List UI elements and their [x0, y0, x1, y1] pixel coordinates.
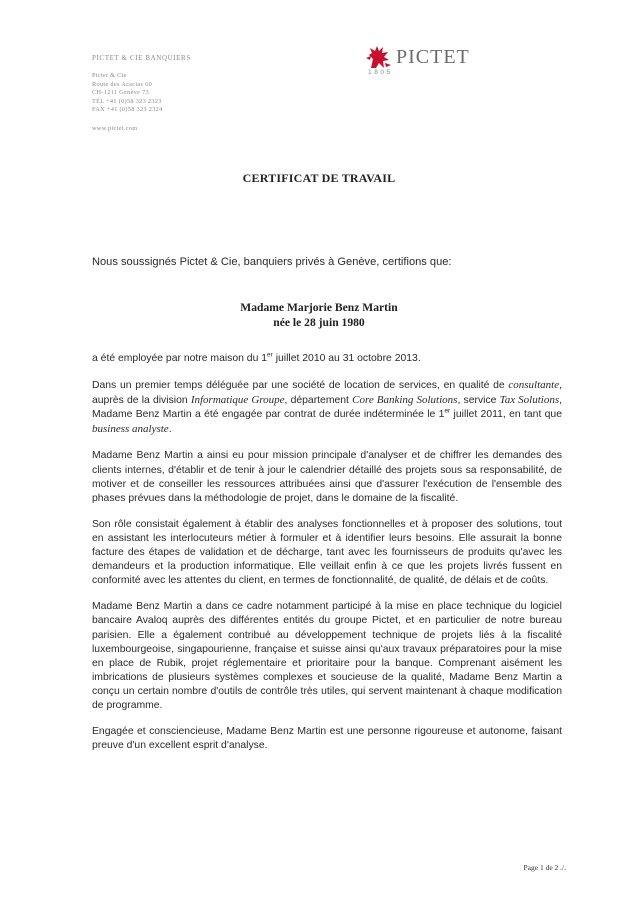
page-number: Page 1 de 2 ./. [523, 863, 566, 872]
sender-company: PICTET & CIE BANQUIERS [92, 54, 191, 62]
phone-line: TÉL +41 (0)58 323 2323 [92, 97, 162, 105]
employment-period: a été employée par notre maison du 1er juillet 2010 au 31 octobre 2013. [92, 351, 421, 364]
pictet-griffin-logo-icon [363, 44, 395, 70]
fax-line: FAX +41 (0)58 323 2324 [92, 106, 163, 114]
paragraph-qualities: Engagée et consciencieuse, Madame Benz Martin est une personne rigoureuse et autonome, faisant preuve d'un excellent esprit d'analyse. [92, 726, 562, 752]
address-line: Pictet & Cie [92, 72, 127, 79]
logo-year: 1805 [368, 69, 393, 76]
paragraph-achievements: Madame Benz Martin a dans ce cadre notamment participé à la mise en place technique du logiciel bancaire Avaloq auprès des différentes entités du groupe Pictet, et en particulier de notre bureau parisien. Elle a également contribué au développement technique de projets liés à la fiscalité luxembourgeoise, singapourienne, française et suisse ainsi qu'aux travaux préparatoires pour la mise en place de Rubik, projet réglementaire et prioritaire pour la banque. Comprenant aisément les imbrications de plusieurs systèmes complexes et soucieuse de la qualité, Madame Benz Martin a conçu un certain nombre d'outils de contrôle très utiles, qui servent maintenant à chaque modification de programme. [92, 601, 562, 711]
logo-wordmark: PICTET [396, 46, 470, 68]
employee-block [0, 300, 638, 330]
address-line: CH-1211 Genève 73 [92, 89, 149, 97]
paragraph-mission: Madame Benz Martin a ainsi eu pour mission principale d'analyser et de chiffrer les demandes des clients internes, d'établir et de tenir à jour le calendrier détaillé des projets sous sa responsabilité, de motiver et de conseiller les ressources attribuées ainsi que d'assurer l'exécution de l'ensemble des phases prévues dans la méthodologie de projet, dans le domaine de la fiscalité. [92, 450, 562, 504]
address-line: Route des Acacias 60 [92, 80, 153, 88]
employee-name: Madame Marjorie Benz Martin [240, 301, 398, 314]
sender-block [92, 54, 191, 132]
intro-sentence: Nous soussignés Pictet & Cie, banquiers privés à Genève, certifions que: [92, 256, 452, 268]
pictet-logo [363, 44, 513, 80]
paragraph-role: Dans un premier temps déléguée par une société de location de services, en qualité de consultante, auprès de la division Informatique Groupe, département Core Banking Solutions, service Tax Solutions, Madame Benz Martin a été engagée par contrat de durée indéterminée le 1er juillet 2011, en tant que business analyste. [92, 379, 562, 436]
paragraph-responsibilities: Son rôle consistait également à établir des analyses fonctionnelles et à proposer des solutions, tout en assistant les interlocuteurs métier à formuler et à identifier leurs besoins. Elle assurait la bonne facture des étapes de validation et de décharge, tant avec les fournisseurs de produits qu'avec les demandeurs et la production informatique. Elle veillait enfin à ce que les projets livrés fussent en conformité avec les attentes du client, en termes de fonctionnalité, de qualité, de délais et de coûts. [92, 518, 562, 587]
document-title: CERTIFICAT DE TRAVAIL [242, 171, 396, 185]
employee-birthdate: née le 28 juin 1980 [273, 316, 365, 329]
website-link[interactable]: www.pictet.com [92, 124, 138, 132]
letter-body [92, 352, 562, 765]
